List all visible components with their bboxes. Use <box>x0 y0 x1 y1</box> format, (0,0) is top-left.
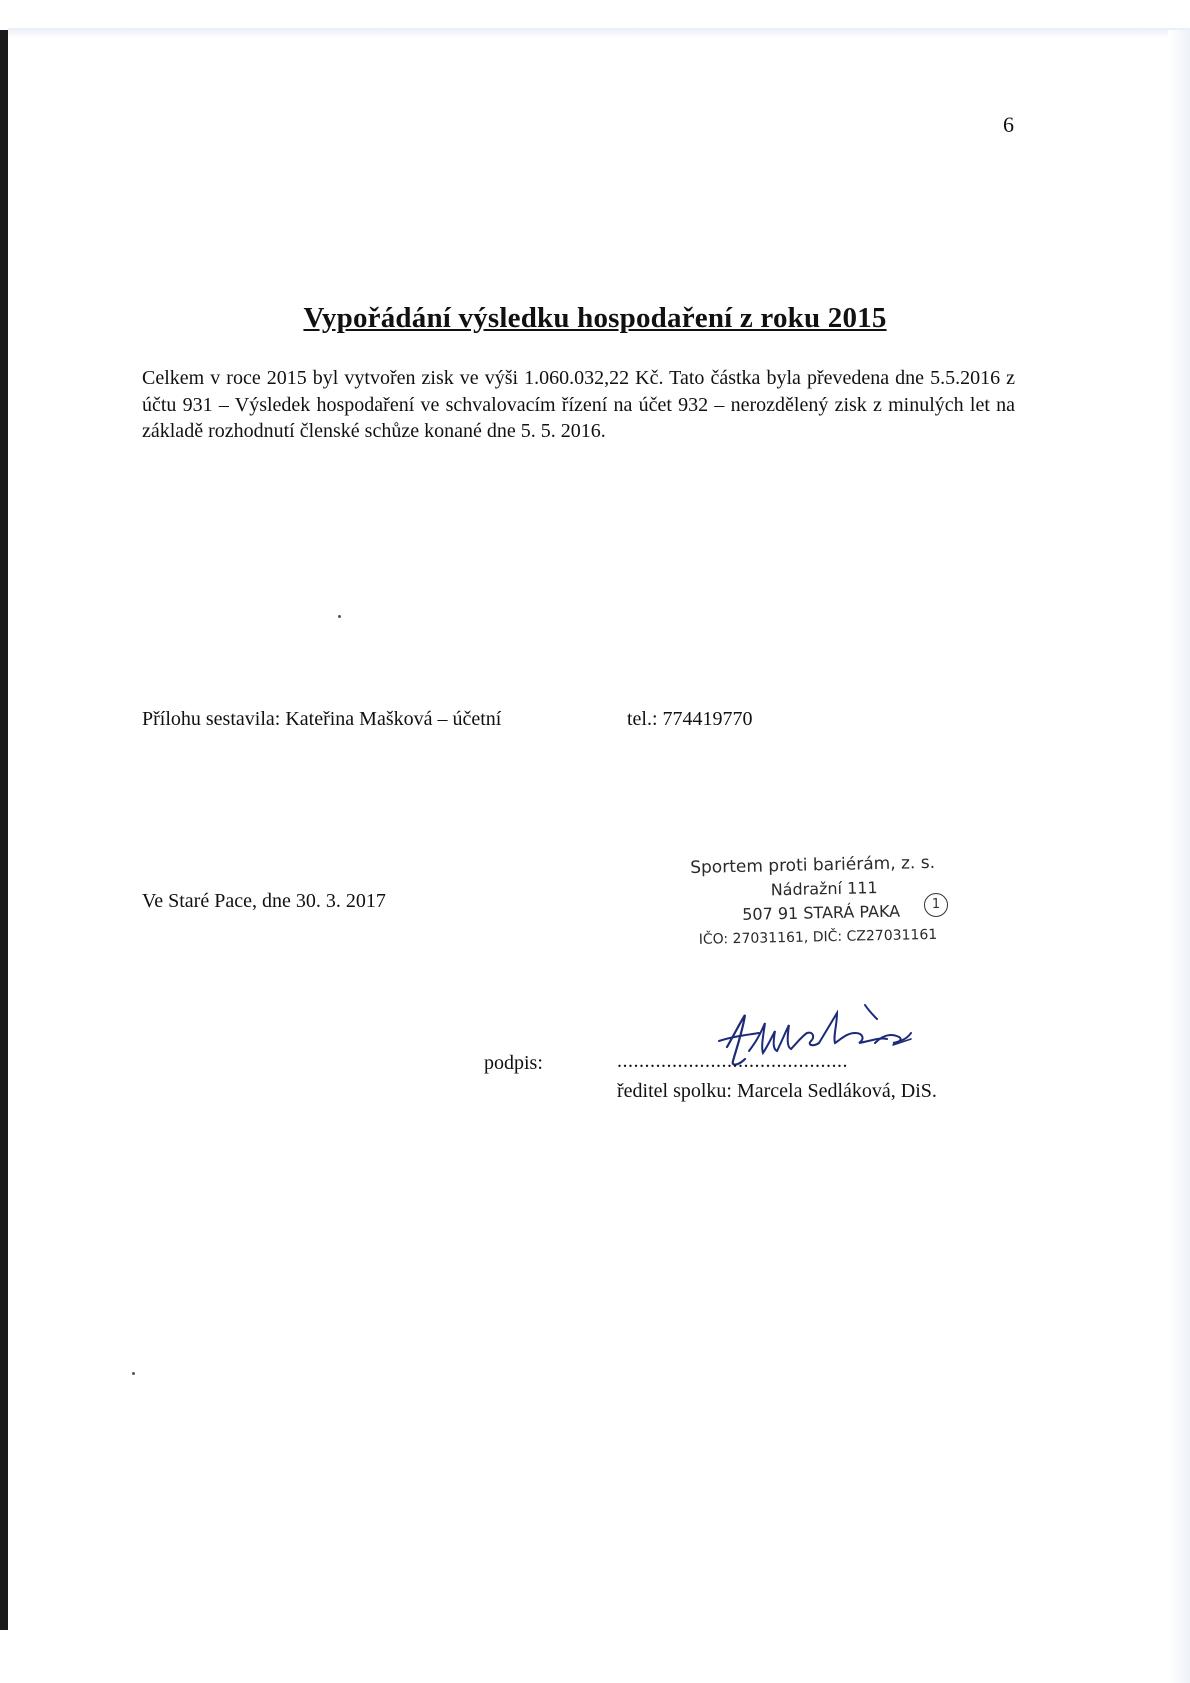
body-paragraph: Celkem v roce 2015 byl vytvořen zisk ve výši 1.060.032,22 Kč. Tato částka byla převedena dne 5.5.2016 z účtu 931 – Výsledek hospodaření ve schvalovacím řízení na účet 932 – nerozdělený zisk z minulých let na základě rozhodnutí členské schůze konané dne 5. 5. 2016. <box>142 367 1015 442</box>
scan-speck <box>132 1372 135 1375</box>
stamp-city: 507 91 STARÁ PAKA <box>742 901 901 924</box>
scan-edge-top <box>8 28 1190 38</box>
stamp-street: Nádražní 111 <box>770 878 878 900</box>
page-number: 6 <box>1003 112 1014 137</box>
scan-speck <box>338 615 341 618</box>
document-title: Vypořádání výsledku hospodaření z roku 2015 <box>303 302 887 334</box>
prepared-by: Přílohu sestavila: Kateřina Mašková – účetní <box>142 708 502 730</box>
scan-edge-left <box>0 30 8 1630</box>
stamp-mark: 1 <box>924 893 948 917</box>
scan-edge-right <box>1168 30 1190 1683</box>
stamp-ids: IČO: 27031161, DIČ: CZ27031161 <box>698 926 938 948</box>
phone-number: tel.: 774419770 <box>627 708 753 730</box>
place-and-date: Ve Staré Pace, dne 30. 3. 2017 <box>142 890 386 912</box>
signature-line: .......................................... <box>617 1050 848 1072</box>
signature-label: podpis: <box>484 1052 543 1074</box>
stamp-name: Sportem proti bariérám, z. s. <box>690 852 936 878</box>
signer-name: ředitel spolku: Marcela Sedláková, DiS. <box>617 1080 937 1102</box>
